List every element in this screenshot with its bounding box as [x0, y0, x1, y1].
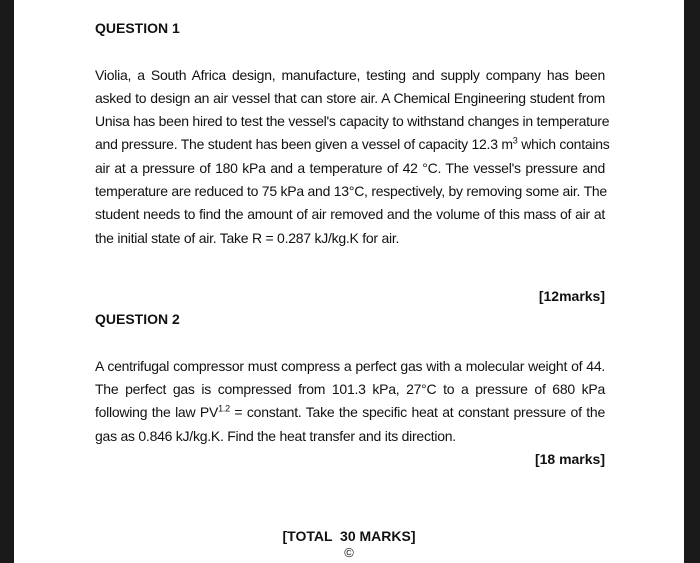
q1-text-line: student needs to find the amount of air removed and the volume of this mass of air at: [95, 206, 605, 222]
q1-line-part: which contains: [517, 136, 610, 152]
q2-marks: [18 marks]: [534, 451, 605, 467]
q1-text-line: Violia, a South Africa design, manufacture, testing and supply company has been: [95, 67, 605, 83]
q1-line-part: and pressure. The student has been given a vessel of capacity 12.3 m: [95, 136, 513, 152]
copyright-symbol: ©: [344, 545, 354, 560]
q2-text-line: The perfect gas is compressed from 101.3 kPa, 27°C to a pressure of 680 kPa: [95, 381, 605, 397]
q1-text-line: temperature are reduced to 75 kPa and 13°C, respectively, by removing some air. The: [95, 183, 607, 199]
q1-text-line: air at a pressure of 180 kPa and a temperature of 42 °C. The vessel's pressure and: [95, 160, 605, 176]
q1-text-line: the initial state of air. Take R = 0.287 kJ/kg.K for air.: [95, 230, 400, 246]
q2-text-line: A centrifugal compressor must compress a perfect gas with a molecular weight of 44.: [95, 358, 605, 374]
q1-text-line: Unisa has been hired to test the vessel's capacity to withstand changes in temperature: [95, 113, 610, 129]
superscript: 3: [512, 135, 518, 146]
superscript: 1.2: [218, 403, 230, 414]
total-marks: [TOTAL 30 MARKS]: [282, 528, 416, 544]
q2-line-part: = constant. Take the specific heat at constant pressure of the: [229, 404, 605, 420]
document-page: [14, 0, 684, 563]
question-2-heading: QUESTION 2: [95, 311, 180, 327]
q1-marks: [12marks]: [538, 288, 605, 304]
q1-text-line: asked to design an air vessel that can store air. A Chemical Engineering student from: [95, 90, 605, 106]
q2-text-line: gas as 0.846 kJ/kg.K. Find the heat transfer and its direction.: [95, 428, 456, 444]
question-1-heading: QUESTION 1: [95, 20, 180, 36]
q2-line-part: following the law PV: [95, 404, 219, 420]
q1-text-line: [95, 135, 610, 152]
q2-text-line: [95, 404, 605, 420]
